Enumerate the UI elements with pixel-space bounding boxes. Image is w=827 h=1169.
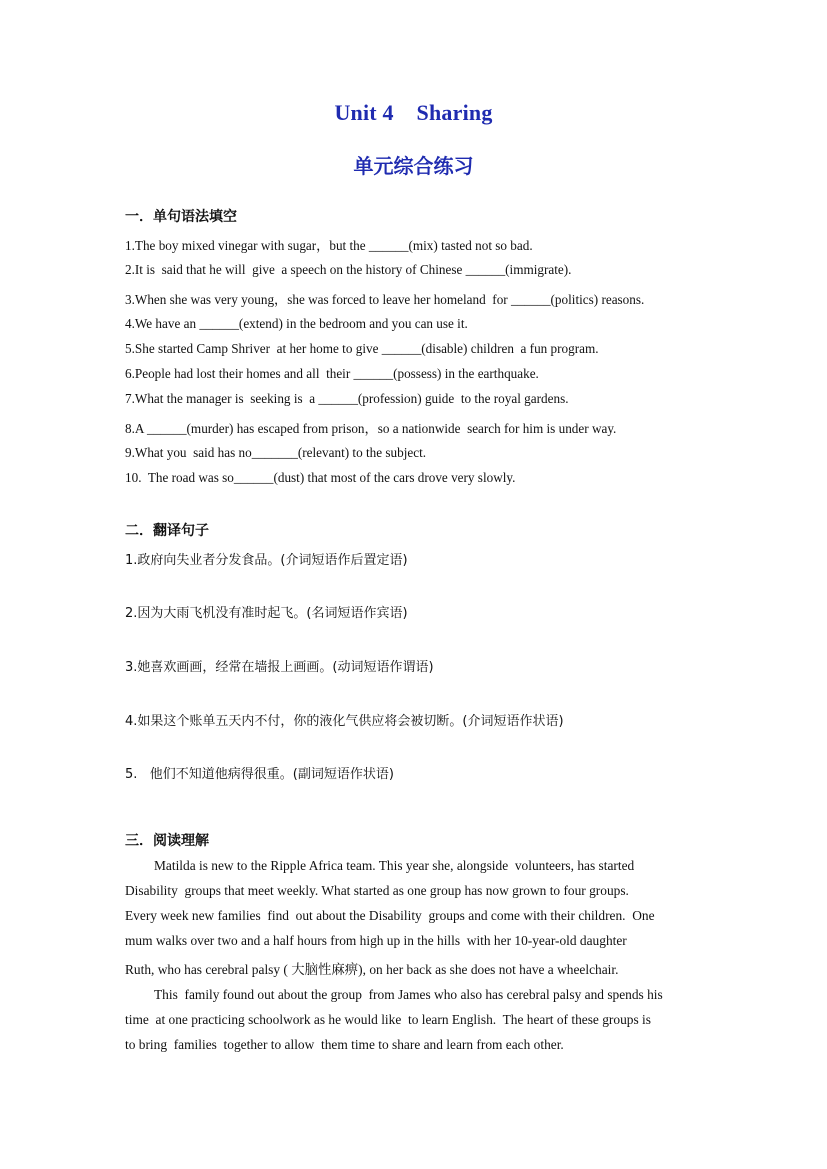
- grammar-item: 4.We have an ______(extend) in the bedroom and you can use it.: [125, 316, 468, 331]
- reading-line: to bring families together to allow them time to share and learn from each other.: [125, 1037, 564, 1052]
- grammar-item: 1.The boy mixed vinegar with sugar，but the ______(mix) tasted not so bad.: [125, 238, 533, 253]
- translation-item: 3.她喜欢画画，经常在墙报上画画。(动词短语作谓语): [125, 660, 434, 675]
- grammar-item: 5.She started Camp Shriver at her home to give ______(disable) children a fun program.: [125, 341, 599, 356]
- section-heading-reading: 三．阅读理解: [125, 833, 209, 849]
- section-heading-grammar: 一．单句语法填空: [125, 209, 237, 225]
- grammar-item: 6.People had lost their homes and all their ______(possess) in the earthquake.: [125, 366, 539, 381]
- reading-line: Ruth, who has cerebral palsy ( 大脑性麻痹), on her back as she does not have a wheelchair.: [125, 962, 619, 977]
- grammar-item: 8.A ______(murder) has escaped from prison，so a nationwide search for him is under way.: [125, 421, 617, 436]
- reading-line: This family found out about the group from James who also has cerebral palsy and spends his: [154, 987, 663, 1002]
- grammar-item: 3.When she was very young，she was forced to leave her homeland for ______(politics) reasons.: [125, 292, 645, 307]
- page-title: Unit 4 Sharing: [334, 100, 493, 125]
- reading-line: Disability groups that meet weekly. What started as one group has now grown to four groups.: [125, 883, 629, 898]
- reading-line: Matilda is new to the Ripple Africa team. This year she, alongside volunteers, has started: [154, 858, 635, 873]
- reading-line: time at one practicing schoolwork as he would like to learn English. The heart of these groups is: [125, 1012, 651, 1027]
- grammar-item: 7.What the manager is seeking is a ______(profession) guide to the royal gardens.: [125, 391, 569, 406]
- translation-item: 1.政府向失业者分发食品。(介词短语作后置定语): [125, 553, 408, 568]
- reading-line: mum walks over two and a half hours from high up in the hills with her 10-year-old daughter: [125, 933, 627, 948]
- translation-item: 4.如果这个账单五天内不付，你的液化气供应将会被切断。(介词短语作状语): [125, 714, 564, 729]
- grammar-item: 10. The road was so______(dust) that most of the cars drove very slowly.: [125, 470, 516, 485]
- grammar-item: 9.What you said has no_______(relevant) to the subject.: [125, 445, 427, 460]
- translation-item: 5. 他们不知道他病得很重。(副词短语作状语): [125, 767, 394, 782]
- grammar-item: 2.It is said that he will give a speech on the history of Chinese ______(immigrate).: [125, 262, 572, 277]
- page-subtitle: 单元综合练习: [353, 154, 474, 178]
- translation-item: 2.因为大雨飞机没有准时起飞。(名词短语作宾语): [125, 606, 408, 621]
- reading-line: Every week new families find out about the Disability groups and come with their children. One: [125, 908, 655, 923]
- section-heading-translation: 二．翻译句子: [125, 523, 209, 539]
